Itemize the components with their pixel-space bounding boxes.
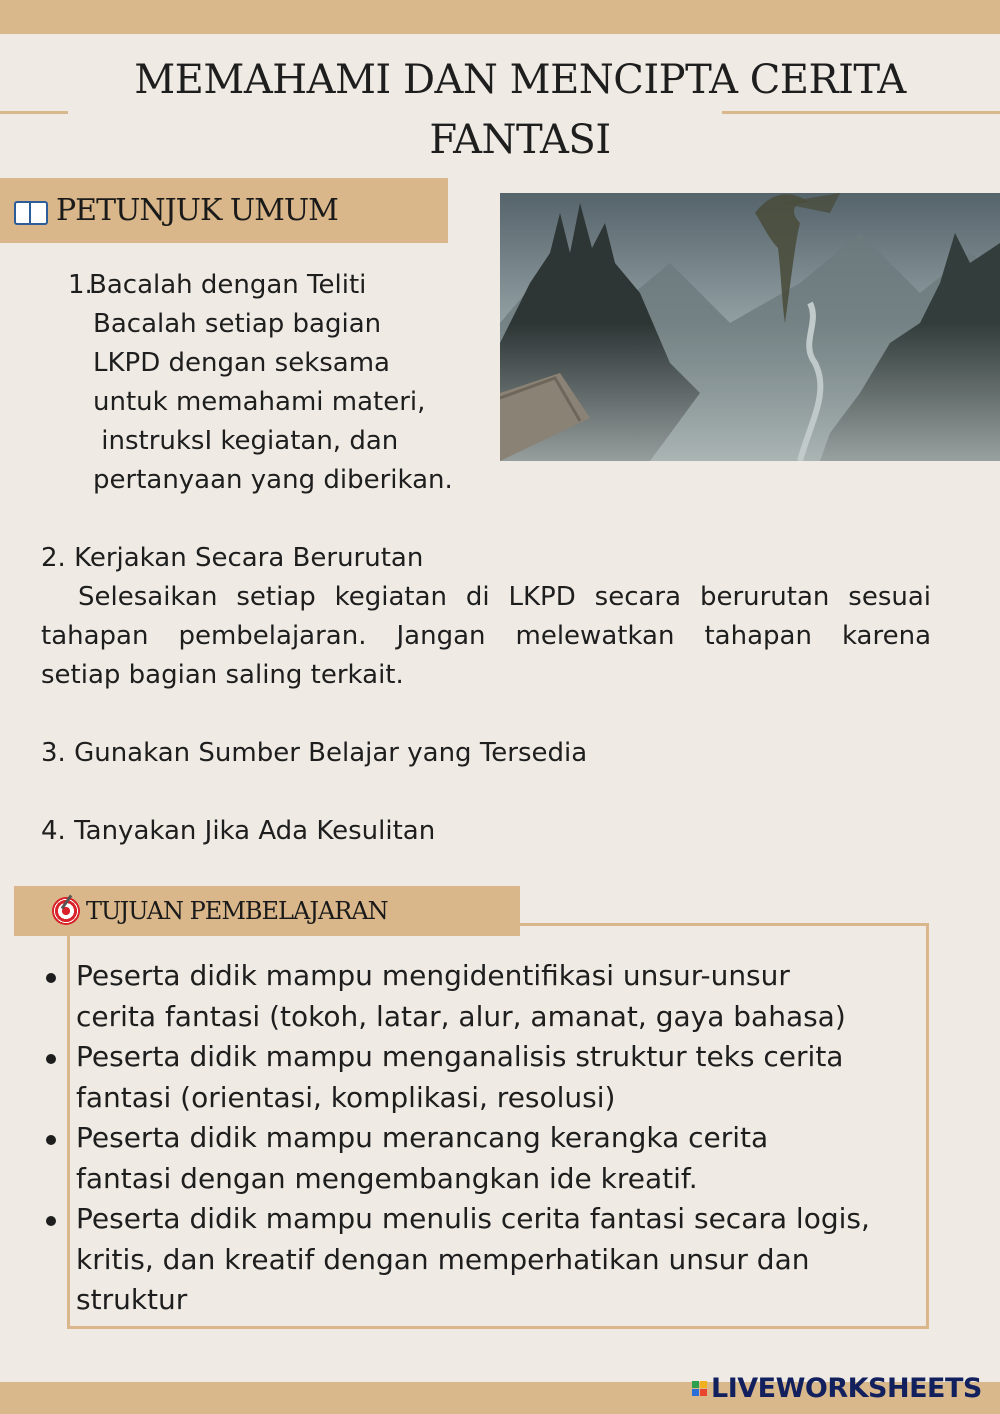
learning-goal-line: fantasi (orientasi, komplikasi, resolusi) — [76, 1080, 616, 1114]
learning-goal-line: fantasi dengan mengembangkan ide kreatif. — [76, 1161, 698, 1195]
liveworksheets-logo-icon — [692, 1381, 707, 1396]
target-icon — [52, 897, 80, 925]
learning-goal-line: kritis, dan kreatif dengan memperhatikan unsur dan — [76, 1242, 810, 1276]
title-rule-left — [0, 111, 68, 114]
instruction-item-1-line: pertanyaan yang diberikan. — [93, 465, 453, 495]
learning-goal-line: Peserta didik mampu menulis cerita fantasi secara logis, — [76, 1202, 870, 1235]
section-heading-tujuan-label: TUJUAN PEMBELAJARAN — [86, 897, 388, 925]
instruction-item-1-heading: Bacalah dengan Teliti — [89, 270, 367, 300]
learning-goal-item — [46, 1037, 916, 1118]
section-heading-petunjuk — [0, 178, 448, 243]
instruction-item-1-line: LKPD dengan seksama — [93, 348, 390, 378]
instruction-item-2-line: tahapan pembelajaran. Jangan melewatkan tahapan karena — [41, 621, 931, 651]
instruction-item-1-number: 1. — [68, 270, 93, 300]
instruction-item-2-heading: 2. Kerjakan Secara Berurutan — [41, 543, 424, 573]
instruction-item-1-line: instruksI kegiatan, dan — [93, 426, 399, 456]
bullet-icon — [46, 1216, 56, 1226]
learning-goal-line: cerita fantasi (tokoh, latar, alur, amanat, gaya bahasa) — [76, 999, 846, 1033]
instruction-item-2 — [41, 539, 931, 695]
instruction-item-2-line: setiap bagian saling terkait. — [41, 660, 404, 690]
instruction-item-3: 3. Gunakan Sumber Belajar yang Tersedia — [41, 738, 588, 768]
page-title-line-1: MEMAHAMI DAN MENCIPTA CERITA — [134, 57, 906, 103]
open-book-icon — [14, 199, 48, 223]
fantasy-landscape-image — [500, 193, 1000, 461]
page-title-line-2: FANTASI — [429, 117, 611, 163]
learning-goal-line: struktur — [76, 1283, 188, 1316]
bullet-icon — [46, 973, 56, 983]
learning-goals-list — [46, 956, 916, 1321]
page-title — [95, 50, 945, 170]
instruction-item-4: 4. Tanyakan Jika Ada Kesulitan — [41, 816, 436, 846]
learning-goal-item — [46, 1199, 916, 1321]
liveworksheets-label: LIVEWORKSHEETS — [711, 1373, 982, 1404]
liveworksheets-watermark[interactable] — [692, 1373, 982, 1404]
section-heading-tujuan — [14, 886, 520, 936]
top-border-bar — [0, 0, 1000, 34]
learning-goal-item — [46, 956, 916, 1037]
instruction-item-1-line: untuk memahami materi, — [93, 387, 426, 417]
learning-goal-line: Peserta didik mampu menganalisis struktur teks cerita — [76, 1040, 844, 1073]
learning-goal-item — [46, 1118, 916, 1199]
learning-goal-line: Peserta didik mampu mengidentifikasi unsur-unsur — [76, 959, 790, 992]
learning-goal-line: Peserta didik mampu merancang kerangka cerita — [76, 1121, 769, 1154]
bullet-icon — [46, 1135, 56, 1145]
section-heading-petunjuk-label: PETUNJUK UMUM — [56, 193, 338, 228]
bullet-icon — [46, 1054, 56, 1064]
instruction-item-2-line: Selesaikan setiap kegiatan di LKPD secara berurutan sesuai — [78, 582, 931, 612]
instruction-item-1 — [68, 266, 498, 500]
instruction-item-1-line: Bacalah setiap bagian — [93, 309, 382, 339]
